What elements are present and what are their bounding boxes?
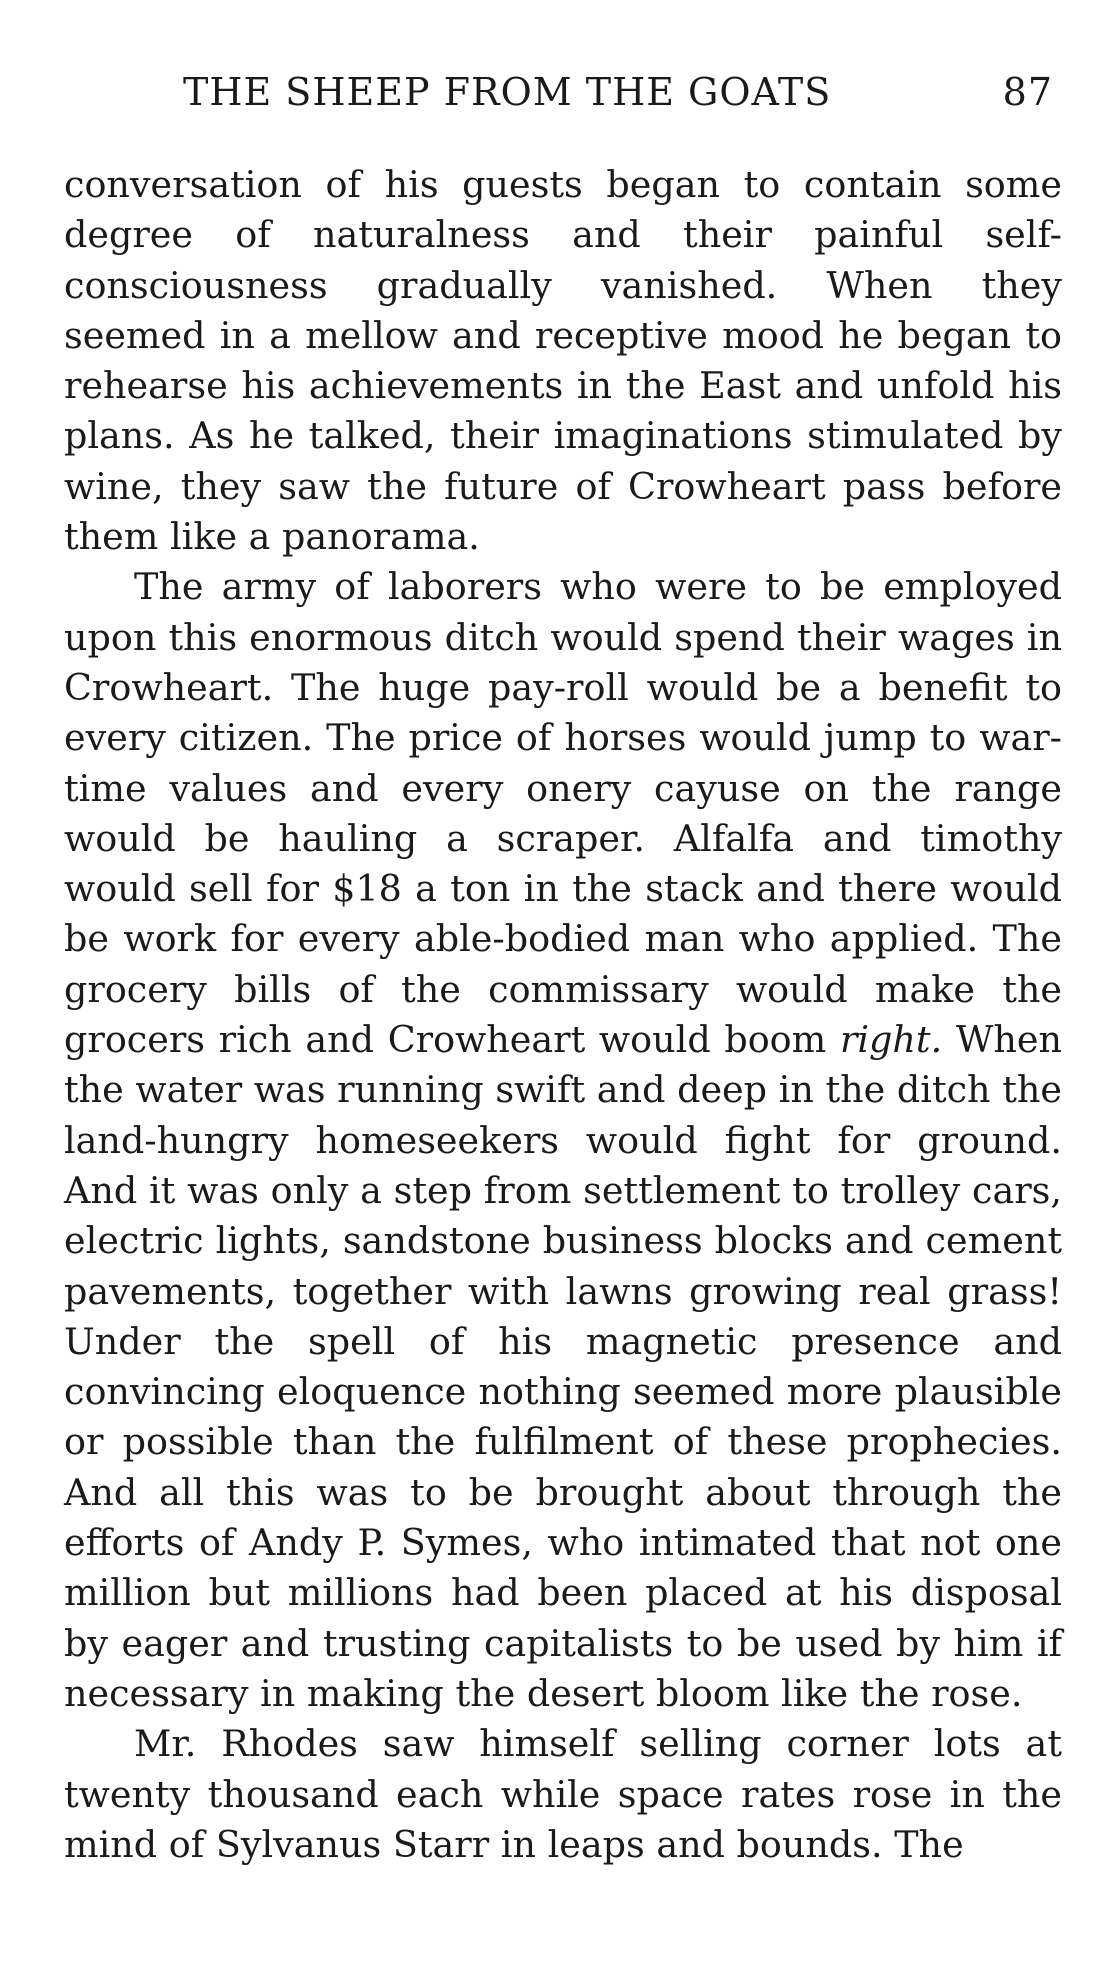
body-text bbox=[64, 160, 1062, 1870]
paragraph-2-emphasis: right. bbox=[839, 1018, 943, 1062]
paragraph-1: conversation of his guests began to contain some degree of naturalness and their painful self-consciousness gradually vanished. When they seemed in a mellow and receptive mood he began to rehearse his achievements in the East and unfold his plans. As he talked, their imaginations stimulated by wine, they saw the future of Crowheart pass before them like a panorama. bbox=[64, 163, 1062, 559]
running-title: THE SHEEP FROM THE GOATS bbox=[183, 70, 832, 114]
paragraph-2-text-after: When the water was running swift and deep in the ditch the land-hungry homeseekers would fight for ground. And it was only a step from settlement to trolley cars, electric lights, sandstone business blocks and cement pavements, together with lawns growing real grass! Under the spell of his magnetic presence and convincing eloquence nothing seemed more plausible or possible than the fulfilment of these prophecies. And all this was to be brought about through the efforts of Andy P. Symes, who intimated that not one million but millions had been placed at his disposal by eager and trusting capitalists to be used by him if necessary in making the desert bloom like the rose. bbox=[64, 1018, 1062, 1715]
paragraph-2 bbox=[64, 562, 1062, 1719]
paragraph-3: Mr. Rhodes saw himself selling corner lots at twenty thousand each while space rates rose in the mind of Sylvanus Starr in leaps and bounds. The bbox=[64, 1722, 1062, 1866]
running-head bbox=[183, 70, 1053, 120]
paragraph-2-text-before: The army of laborers who were to be employed upon this enormous ditch would spend their wages in Crowheart. The huge pay-roll would be a benefit to every citizen. The price of horses would jump to war-time values and every onery cayuse on the range would be hauling a scraper. Alfalfa and timothy would sell for $18 a ton in the stack and there would be work for every able-bodied man who applied. The grocery bills of the commissary would make the grocers rich and Crowheart would boom bbox=[64, 565, 1062, 1062]
page-number: 87 bbox=[1002, 70, 1053, 114]
